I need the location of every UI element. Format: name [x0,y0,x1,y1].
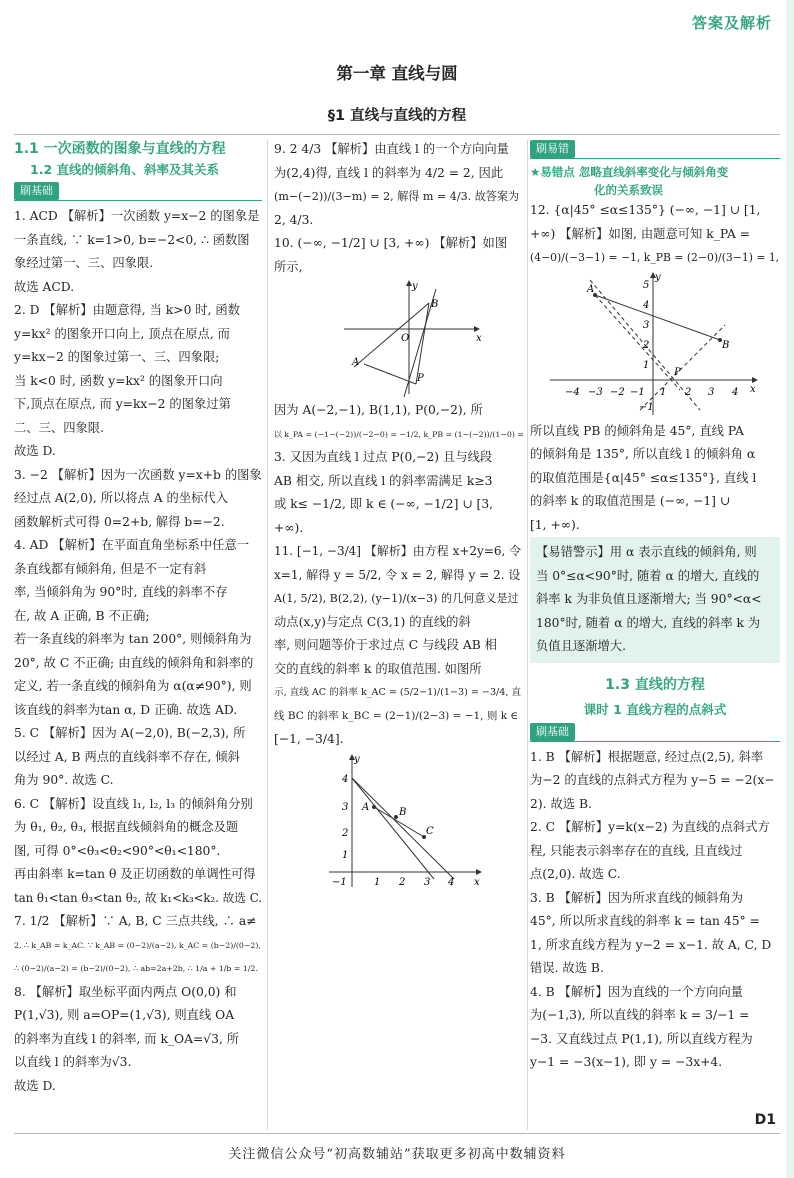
svg-text:3: 3 [342,801,349,813]
text-line: +∞). [274,520,304,535]
text-line: 5. C 【解析】因为 A(−2,0), B(−2,3), 所 [14,726,246,740]
text-line: 点(2,0). 故选 C. [530,867,621,881]
text-line: 20°, 故 C 不正确; 由直线的倾斜角和斜率的 [14,655,254,670]
text-line: 动点(x,y)与定点 C(3,1) 的直线的斜 [274,614,471,629]
svg-text:C: C [426,825,434,837]
svg-text:1: 1 [643,359,650,371]
col3-body-c [530,746,780,1075]
text-line: 该直线的斜率为tan α, D 正确. 故选 AD. [14,702,238,717]
svg-text:A: A [352,357,360,368]
text-line: 当 k<0 时, 函数 y=kx² 的图象开口向 [14,373,223,388]
text-line: [1, +∞). [530,517,580,532]
text-line: 率, 则问题等价于求过点 C 与线段 AB 相 [274,638,497,652]
text-line: 为−2 的直线的点斜式方程为 y−5 = −2(x− [530,773,775,787]
text-line: 的斜率为直线 l 的斜率, 而 k_OA=√3, 所 [14,1031,240,1046]
svg-text:B: B [431,299,439,310]
text-line: 2. C 【解析】y=k(x−2) 为直线的点斜式方 [530,820,770,834]
text-line: 故选 ACD. [14,279,75,294]
error-tag: 刷易错 [530,140,575,158]
text-line: 斜率 k 为非负值且逐渐增大; 当 90°<α< [536,592,762,606]
text-line: 故选 D. [14,1078,56,1093]
text-line: 为(−1,3), 所以直线的斜率 k = 3/−1 = [530,1008,750,1022]
text-line: 3. B 【解析】因为所求直线的倾斜角为 [530,890,744,905]
svg-text:3: 3 [708,386,715,398]
text-line: [−1, −3/4]. [274,732,344,746]
text-line: 以 k_PA = (−1−(−2))/(−2−0) = −1/2, k_PB = (1−(−2))/(1−0) = [274,429,524,439]
column-1 [14,138,262,1138]
section-title: §1 直线与直线的方程 [327,108,467,124]
text-line: 线 BC 的斜率 k_BC = (2−1)/(2−3) = −1, 则 k ∈ [274,709,519,722]
svg-text:−1: −1 [630,386,645,398]
subsection-1-3: 1.3 直线的方程 [605,676,705,693]
text-line: 定义, 若一条直线的倾斜角为 α(α≠90°), 则 [14,679,252,693]
text-line: 3. −2 【解析】因为一次函数 y=x+b 的图象 [14,467,262,482]
chapter-title: 第一章 直线与圆 [336,64,458,83]
text-line: 或 k≤ −1/2, 即 k ∈ (−∞, −1/2] ∪ [3, [274,497,494,511]
text-line: 交的直线的斜率 k 的取值范围. 如图所 [274,661,482,676]
svg-text:1: 1 [342,849,349,861]
svg-text:4: 4 [342,773,349,785]
col-divider-1 [267,140,268,1130]
col-divider-2 [527,140,528,1130]
text-line: −3. 又直线过点 P(1,1), 所以直线方程为 [530,1031,753,1046]
practice-tag: 刷基础 [14,182,59,200]
text-line: ∴ (0−2)/(a−2) = (b−2)/(0−2), ∴ ab=2a+2b, ∴ 1/a + 1/b = 1/2. [14,964,258,973]
text-line: 一条直线, ∵ k=1>0, b=−2<0, ∴ 函数图 [14,232,250,247]
svg-text:y: y [655,271,661,283]
text-line: 程, 只能表示斜率存在的直线, 且直线过 [530,843,743,858]
subsection-1-2: 1.2 直线的倾斜角、斜率及其关系 [30,162,219,177]
svg-text:B: B [399,806,407,818]
svg-text:−1: −1 [332,876,347,888]
page-number: D1 [754,1112,776,1128]
figure-q10 [344,279,484,399]
svg-text:−3: −3 [588,386,603,398]
svg-text:4: 4 [448,876,455,888]
svg-text:3: 3 [424,876,431,888]
svg-text:4: 4 [732,386,739,398]
text-line: (4−0)/(−3−1) = −1, k_PB = (2−0)/(3−1) = 1, [530,251,780,264]
error-point: ★易错点 忽略直线斜率变化与倾斜角变 [530,165,729,179]
svg-text:−2: −2 [610,386,625,398]
figure-q11 [324,752,484,892]
text-line: +∞) 【解析】如图, 由题意可知 k_PA = [530,226,751,241]
text-line: 因为 A(−2,−1), B(1,1), P(0,−2), 所 [274,403,483,417]
text-line: 所以直线 PB 的倾斜角是 45°, 直线 PA [530,423,744,438]
svg-text:B: B [722,339,730,351]
text-line: 6. C 【解析】设直线 l₁, l₂, l₃ 的倾斜角分别 [14,796,253,811]
text-line: 图, 可得 0°<θ₃<θ₂<90°<θ₁<180°. [14,843,221,858]
text-line: 45°, 所以所求直线的斜率 k = tan 45° = [530,914,760,928]
text-line: 若一条直线的斜率为 tan 200°, 则倾斜角为 [14,632,252,646]
practice-tag-2: 刷基础 [530,723,575,741]
practice-tag-bar [14,182,262,201]
text-line: P(1,√3), 则 a=OP=(1,√3), 则直线 OA [14,1008,235,1022]
footer-note: 关注微信公众号“初高数辅站”获取更多初高中数辅资料 [228,1147,566,1162]
text-line: 象经过第一、三、四象限. [14,256,154,270]
text-line: 示, 直线 AC 的斜率 k_AC = (5/2−1)/(1−3) = −3/4, 直 [274,687,522,698]
text-line: 以经过 A, B 两点的直线斜率不存在, 倾斜 [14,749,240,764]
svg-text:2: 2 [342,827,349,839]
figure-q12 [550,270,760,420]
text-line: (m−(−2))/(3−m) = 2, 解得 m = 4/3. 故答案为 [274,190,520,203]
text-line: y−1 = −3(x−1), 即 y = −3x+4. [530,1055,723,1069]
text-line: AB 相交, 所以直线 l 的斜率需满足 k≥3 [274,473,493,488]
top-divider [14,134,780,135]
text-line: 在, 故 A 正确, B 不正确; [14,608,150,623]
col1-body [14,205,262,1098]
text-line: 角为 90°. 故选 C. [14,773,114,787]
text-line: 的斜率 k 的取值范围是 (−∞, −1] ∪ [530,494,731,508]
svg-text:A: A [362,801,370,813]
svg-text:−1: −1 [639,401,654,413]
warning-box [530,537,780,663]
text-line: y=kx−2 的图象过第一、三、四象限; [14,350,220,364]
text-line: 下,顶点在原点, 而 y=kx−2 的图象过第 [14,397,231,411]
text-line: 11. [−1, −3/4] 【解析】由方程 x+2y=6, 令 [274,544,522,558]
subsection-1-1: 1.1 一次函数的图象与直线的方程 [14,141,226,157]
text-line: 2, ∴ k_AB = k_AC. ∵ k_AB = (0−2)/(a−2), k_AC = (b−2)/(0−2), [14,940,261,950]
text-line: 率, 当倾斜角为 90°时, 直线的斜率不存 [14,585,228,599]
text-line: 的倾斜角是 135°, 所以直线 l 的倾斜角 α [530,447,756,461]
text-line: 故选 D. [14,444,56,458]
svg-text:2: 2 [685,386,692,398]
text-line: 4. B 【解析】因为直线的一个方向向量 [530,984,744,999]
svg-text:−4: −4 [565,386,580,398]
column-3 [530,138,780,1138]
svg-text:3: 3 [643,319,650,331]
text-line: 【易错警示】用 α 表示直线的倾斜角, 则 [536,545,757,559]
text-line: y=kx² 的图象开口向上, 顶点在原点, 而 [14,326,230,341]
text-line: 10. (−∞, −1/2] ∪ [3, +∞) 【解析】如图 [274,236,508,250]
lesson-title: 课时 1 直线方程的点斜式 [583,701,727,717]
svg-text:x: x [750,383,756,395]
text-line: 1. ACD 【解析】一次函数 y=x−2 的图象是 [14,209,260,223]
text-line: 当 0°≤α<90°时, 随着 α 的增大, 直线的 [536,568,760,583]
text-line: 的取值范围是{α|45° ≤α≤135°}, 直线 l [530,470,757,485]
text-line: 经过点 A(2,0), 所以将点 A 的坐标代入 [14,491,229,505]
text-line: A(1, 5/2), B(2,2), (y−1)/(x−3) 的几何意义是过 [274,592,519,605]
col2-body-b [274,399,524,752]
text-line: 4. AD 【解析】在平面直角坐标系中任意一 [14,538,250,552]
text-line: 9. 2 4/3 【解析】由直线 l 的一个方向向量 [274,142,509,156]
text-line: 12. {α|45° ≤α≤135°} (−∞, −1] ∪ [1, [530,203,761,217]
text-line: 再由斜率 k=tan θ 及正切函数的单调性可得 [14,867,256,881]
text-line: 2, 4/3. [274,212,314,227]
svg-text:x: x [474,876,480,888]
svg-text:4: 4 [643,299,650,311]
error-tag-bar [530,140,780,159]
text-line: 所示, [274,259,303,274]
text-line: 8. 【解析】取坐标平面内两点 O(0,0) 和 [14,984,237,999]
bottom-divider [14,1133,780,1134]
text-line: 条直线都有倾斜角, 但是不一定有斜 [14,561,207,576]
text-line: 为(2,4)得, 直线 l 的斜率为 4/2 = 2, 因此 [274,165,504,180]
error-point-2: 化的关系致误 [594,183,663,197]
svg-text:1: 1 [660,386,667,398]
text-line: x=1, 解得 y = 5/2, 令 x = 2, 解得 y = 2. 设 [274,567,521,582]
svg-text:5: 5 [643,279,650,291]
svg-text:y: y [354,753,360,765]
column-2 [274,138,524,1138]
text-line: 以直线 l 的斜率为√3. [14,1055,132,1069]
svg-text:x: x [476,333,482,344]
col3-body-b [530,420,780,538]
text-line: 180°时, 随着 α 的增大, 直线的斜率 k 为 [536,615,761,630]
answers-header: 答案及解析 [691,14,772,32]
col2-body-a [274,138,524,279]
text-line: 负值且逐渐增大. [536,639,626,653]
text-line: tan θ₁<tan θ₃<tan θ₂, 故 k₁<k₃<k₂. 故选 C. [14,890,262,905]
text-line: 2). 故选 B. [530,796,592,811]
text-line: 3. 又因为直线 l 过点 P(0,−2) 且与线段 [274,450,493,464]
svg-text:P: P [674,366,681,378]
svg-text:1: 1 [374,876,381,888]
svg-text:2: 2 [399,876,406,888]
practice-tag-bar-2 [530,723,780,742]
svg-text:A: A [587,283,595,295]
svg-text:y: y [412,281,418,292]
text-line: 7. 1/2 【解析】∵ A, B, C 三点共线, ∴ a≠ [14,914,257,928]
svg-text:O: O [401,333,410,344]
text-line: 错误. 故选 B. [530,961,604,975]
page-edge-band [786,0,794,1178]
svg-text:2: 2 [643,339,650,351]
text-line: 为 θ₁, θ₂, θ₃, 根据直线倾斜角的概念及题 [14,820,239,834]
text-line: 二、三、四象限. [14,420,104,435]
col3-body-a [530,199,780,270]
svg-text:P: P [417,373,424,384]
text-line: 1. B 【解析】根据题意, 经过点(2,5), 斜率 [530,749,764,764]
text-line: 1, 所求直线方程为 y−2 = x−1. 故 A, C, D [530,937,772,952]
text-line: 2. D 【解析】由题意得, 当 k>0 时, 函数 [14,303,241,317]
text-line: 函数解析式可得 0=2+b, 解得 b=−2. [14,514,225,529]
